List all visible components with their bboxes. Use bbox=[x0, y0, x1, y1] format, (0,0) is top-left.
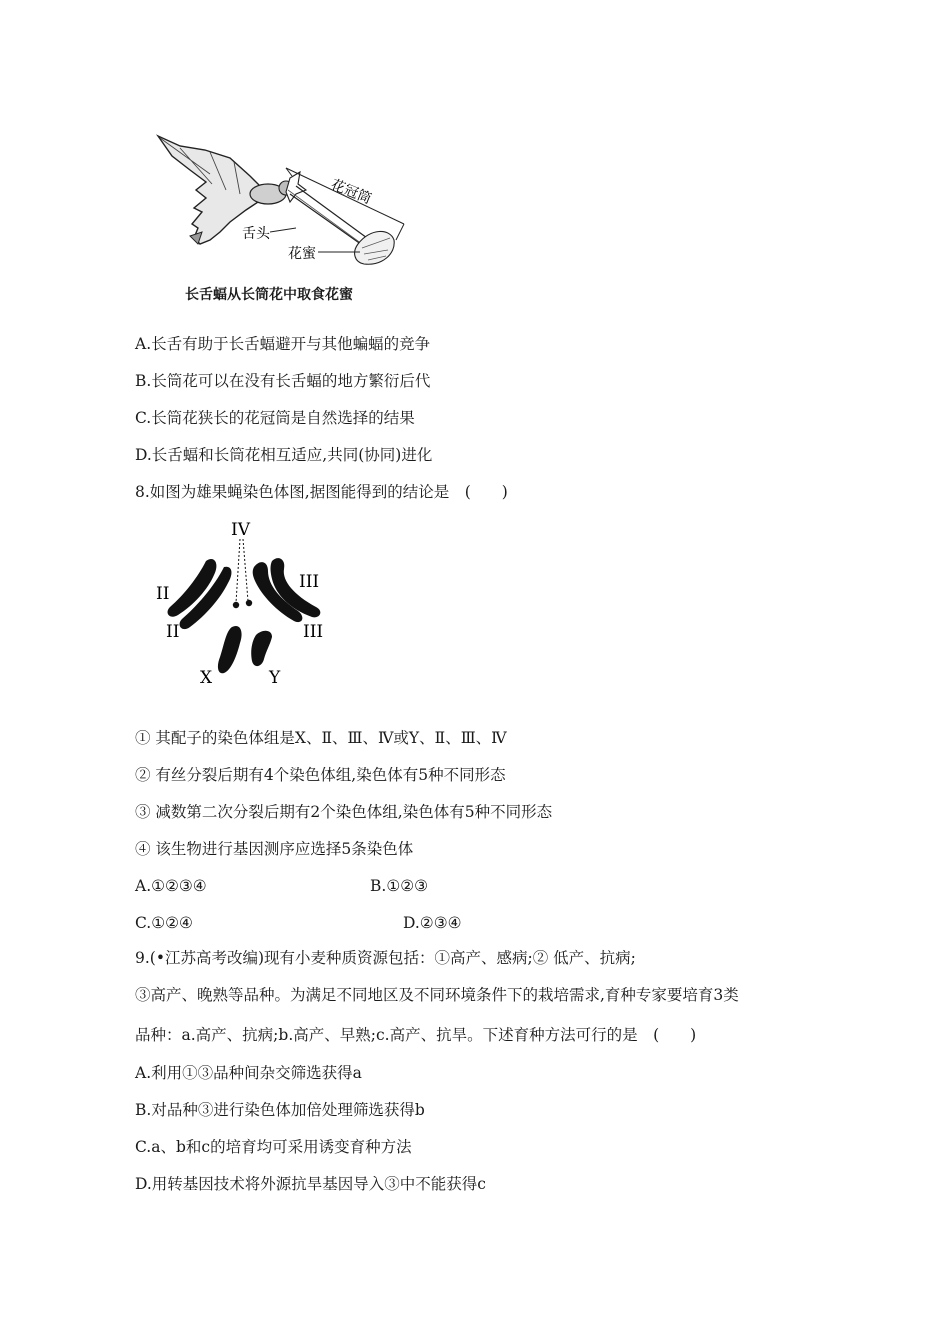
q9-option-d: D.用转基因技术将外源抗旱基因导入③中不能获得c bbox=[135, 1175, 486, 1193]
chrom-label-iii-top: III bbox=[299, 572, 320, 592]
q8-option-d: D.②③④ bbox=[403, 914, 462, 932]
chrom-label-y: Y bbox=[269, 668, 281, 688]
q8-statement-1: ① 其配子的染色体组是X、Ⅱ、Ⅲ、Ⅳ或Y、Ⅱ、Ⅲ、Ⅳ bbox=[135, 729, 507, 747]
q8-statement-4: ④ 该生物进行基因测序应选择5条染色体 bbox=[135, 840, 414, 858]
chromosome-figure bbox=[148, 515, 338, 690]
q8-option-b: B.①②③ bbox=[370, 877, 429, 895]
q8-stem: 8.如图为雄果蝇染色体图,据图能得到的结论是 ( ) bbox=[135, 483, 508, 501]
chrom-label-iii-bottom: III bbox=[303, 622, 324, 642]
bat-flower-figure bbox=[150, 128, 420, 278]
chrom-label-ii-bottom: II bbox=[166, 622, 180, 642]
q7-option-c: C.长筒花狭长的花冠筒是自然选择的结果 bbox=[135, 409, 415, 427]
q9-stem-line2: ③高产、晚熟等品种。为满足不同地区及不同环境条件下的栽培需求,育种专家要培育3类 bbox=[135, 986, 739, 1004]
q9-option-a: A.利用①③品种间杂交筛选获得a bbox=[135, 1064, 362, 1082]
label-corolla-tube: 花冠筒 bbox=[328, 176, 374, 208]
q8-statement-3: ③ 减数第二次分裂后期有2个染色体组,染色体有5种不同形态 bbox=[135, 803, 553, 821]
q7-option-b: B.长筒花可以在没有长舌蝠的地方繁衍后代 bbox=[135, 372, 431, 390]
q9-option-b: B.对品种③进行染色体加倍处理筛选获得b bbox=[135, 1101, 425, 1119]
q9-stem-line3: 品种：a.高产、抗病;b.高产、早熟;c.高产、抗旱。下述育种方法可行的是 ( ) bbox=[135, 1026, 697, 1044]
q9-stem-line1: 9.(•江苏高考改编)现有小麦种质资源包括：①高产、感病;② 低产、抗病; bbox=[135, 949, 636, 967]
label-nectar: 花蜜 bbox=[288, 246, 316, 262]
q8-option-a: A.①②③④ bbox=[135, 877, 207, 895]
q8-statement-2: ② 有丝分裂后期有4个染色体组,染色体有5种不同形态 bbox=[135, 766, 506, 784]
figure-caption: 长舌蝠从长筒花中取食花蜜 bbox=[185, 287, 353, 303]
q7-option-a: A.长舌有助于长舌蝠避开与其他蝙蝠的竞争 bbox=[135, 335, 431, 353]
chrom-label-ii-top: II bbox=[156, 584, 170, 604]
q9-option-c: C.a、b和c的培育均可采用诱变育种方法 bbox=[135, 1138, 412, 1156]
chrom-label-iv: IV bbox=[231, 520, 250, 540]
label-tongue: 舌头 bbox=[242, 226, 270, 242]
chrom-label-x: X bbox=[200, 668, 213, 688]
q7-option-d: D.长舌蝠和长筒花相互适应,共同(协同)进化 bbox=[135, 446, 433, 464]
q8-option-c: C.①②④ bbox=[135, 914, 193, 932]
